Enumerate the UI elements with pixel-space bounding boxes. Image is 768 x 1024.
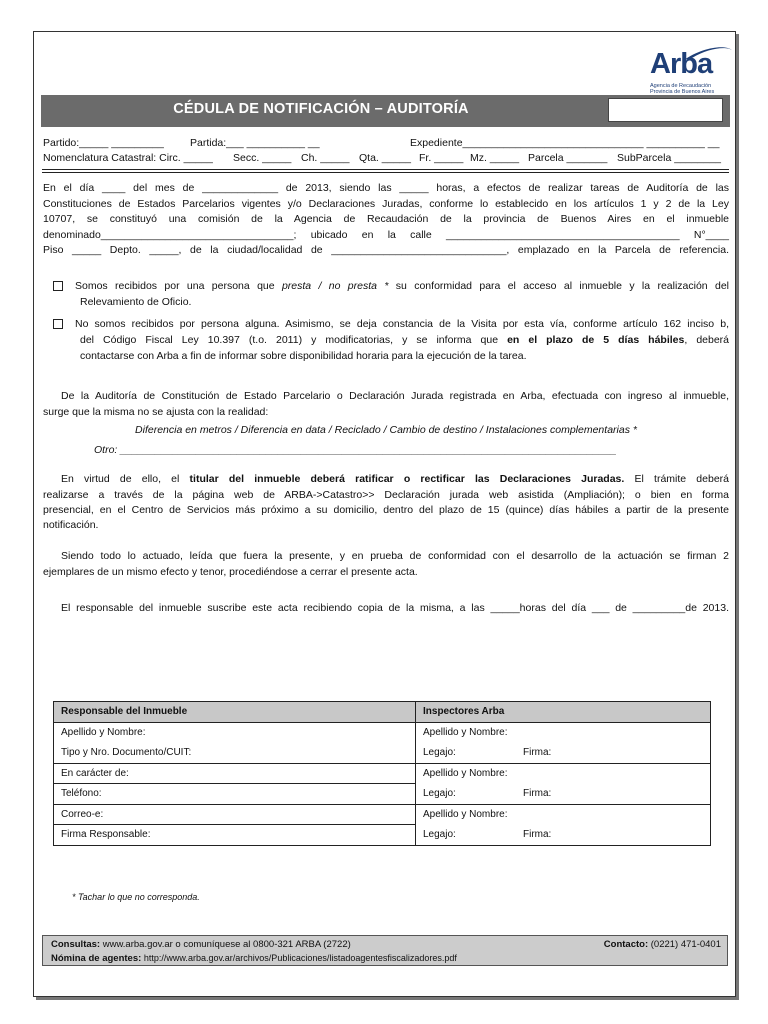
intro-line: denominado_________________________________; ubicado en la calle ________________________________________ N°____ [43,228,729,241]
nomina-label: Nómina de agentes: [51,953,142,964]
contacto-label: Contacto: [603,939,649,950]
audit-line1: De la Auditoría de Constitución de Estado Parcelario o Declaración Jurada registrada en Arba, efectuada con ingreso al inmueble, [61,390,729,402]
fr-field[interactable]: Fr. _____ [419,152,464,164]
inspector1-apellido-nombre[interactable]: Apellido y Nombre: [416,722,711,743]
closing-line2: ejemplares de un mismo efecto y tenor, procediéndose a cerrar el presente acta. [43,566,418,578]
nomina-link[interactable]: http://www.arba.gov.ar/archivos/Publicaciones/listadoagentesfiscalizadores.pdf [143,953,457,963]
responsable-correo[interactable]: Correo-e: [54,804,416,825]
qta-field[interactable]: Qta. _____ [359,152,411,164]
document-sheet [33,31,736,997]
inspector2-legajo: Legajo: [423,788,456,799]
partida-field[interactable]: Partida:___ __________ __ [190,137,320,149]
subparcela-field[interactable]: SubParcela ________ [617,152,721,164]
inspector2-firma: Firma: [523,788,552,799]
partido-field[interactable]: Partido:_____ _________ [43,137,164,149]
option-presta-text: Somos recibidos por una persona que presta / no presta * su conformidad para el acceso al inmueble y la realización del [75,280,730,292]
parcela-field[interactable]: Parcela _______ [528,152,608,164]
option-no-recibidos-line2: del Código Fiscal Ley 10.397 (t.o. 2011) y modificatorias, y se informa que en el plazo de 5 días hábiles, deberá [80,334,730,346]
document-title: CÉDULA DE NOTIFICACIÓN – AUDITORÍA [173,101,469,117]
table-row [54,784,711,805]
inspector1-legajo: Legajo: [423,747,456,758]
inspector1-legajo-cell[interactable] [416,743,711,764]
mz-field[interactable]: Mz. _____ [470,152,520,164]
responsable-apellido-nombre[interactable]: Apellido y Nombre: [54,722,416,743]
inspector3-apellido-nombre[interactable]: Apellido y Nombre: [416,804,711,825]
intro-line: Piso _____ Depto. _____, de la ciudad/localidad de ______________________________, emplazado en la Parcela de referencia. [43,244,729,257]
logo-wordmark: Arba [650,48,713,80]
inspectores-header: Inspectores Arba [416,702,711,723]
closing-line1: Siendo todo lo actuado, leída que fuera la presente, y en prueba de conformidad con el desarrollo de la actuación se firman 2 [61,550,729,562]
logo-subtitle-agency: Agencia de Recaudación [650,83,712,89]
responsable-caracter[interactable]: En carácter de: [54,763,416,784]
audit-otro-field[interactable]: Otro: _____________________________________________________________________________________ [94,444,617,456]
intro-paragraph [43,181,729,259]
table-row [54,722,711,743]
inspector1-firma: Firma: [523,747,552,758]
consultas-text[interactable]: www.arba.gov.ar o comuníquese al 0800-321 ARBA (2722) [102,939,351,950]
ratify-line3: presencial, en el Centro de Servicios más próximo a su domicilio, dentro del plazo de 15 (quince) días hábiles a partir de la presente [43,504,729,516]
ch-field[interactable]: Ch. _____ [301,152,350,164]
signature-table [53,701,711,846]
intro-line: 10707, se constituyó una comisión de la Agencia de Recaudación de la provincia de Buenos Aires en el inmueble [43,213,729,226]
separator-line-double [42,172,729,173]
inspector3-firma: Firma: [523,829,552,840]
footer-contacto [604,939,721,950]
expediente-field[interactable]: Expediente_______________________________ __________ __ [410,137,720,149]
intro-line: En el día ____ del mes de _____________ de 2013, siendo las _____ horas, a efectos de realizar tareas de Auditoría de las [43,182,729,194]
contacto-text: (0221) 471-0401 [650,939,721,950]
option-no-recibidos-checkbox[interactable] [53,319,63,329]
option-no-recibidos-line3: contactarse con Arba a fin de informar sobre disponibilidad horaria para la ejecución de la tarea. [80,350,527,362]
table-row [54,804,711,825]
table-row [54,825,711,846]
responsable-header: Responsable del Inmueble [54,702,416,723]
ratify-line4: notificación. [43,519,99,531]
option-presta-checkbox[interactable] [53,281,63,291]
title-number-box[interactable] [608,98,723,122]
inspector2-legajo-cell[interactable] [416,784,711,805]
responsable-firma[interactable]: Firma Responsable: [54,825,416,846]
responsable-documento-cuit[interactable]: Tipo y Nro. Documento/CUIT: [54,743,416,764]
intro-line: Constituciones de Estados Parcelarios vigentes y/o Declaraciones Juradas, conforme lo establecido en los artículos 1 y 2 de la Ley [43,197,729,210]
nomenclatura-circ-field[interactable]: Nomenclatura Catastral: Circ. _____ [43,152,213,164]
table-row [54,763,711,784]
inspector2-apellido-nombre[interactable]: Apellido y Nombre: [416,763,711,784]
receipt-line: El responsable del inmueble suscribe este acta recibiendo copia de la misma, a las _____horas del día ___ de _________de 2013. [61,602,729,614]
option-no-recibidos-line1: No somos recibidos por persona alguna. Asimismo, se deja constancia de la Visita por esta vía, conforme artículo 162 inciso b, [75,318,729,330]
table-row [54,743,711,764]
footer-bar [42,935,728,966]
footer-nomina [51,953,457,964]
secc-field[interactable]: Secc. _____ [233,152,292,164]
table-header-row [54,702,711,723]
arba-logo [646,46,728,98]
option-presta-text-cont: Relevamiento de Oficio. [80,296,192,308]
logo-subtitle-province: Provincia de Buenos Aires [650,89,715,95]
ratify-line1: En virtud de ello, el titular del inmueble deberá ratificar o rectificar las Declaraciones Juradas. El trámite deberá [61,473,729,485]
inspector3-legajo-cell[interactable] [416,825,711,846]
separator-line [42,169,729,170]
title-bar [41,95,730,127]
footnote: * Tachar lo que no corresponda. [72,892,200,902]
audit-line2: surge que la misma no se ajusta con la realidad: [43,406,269,418]
responsable-telefono[interactable]: Teléfono: [54,784,416,805]
footer-consultas [51,939,351,950]
consultas-label: Consultas: [51,939,101,950]
ratify-line2: realizarse a través de la página web de ARBA->Catastro>> Declaración jurada web asistida (Ampliación); o bien en forma [43,489,729,501]
audit-options: Diferencia en metros / Diferencia en data / Reciclado / Cambio de destino / Instalaciones complementarias * [135,424,637,436]
inspector3-legajo: Legajo: [423,829,456,840]
